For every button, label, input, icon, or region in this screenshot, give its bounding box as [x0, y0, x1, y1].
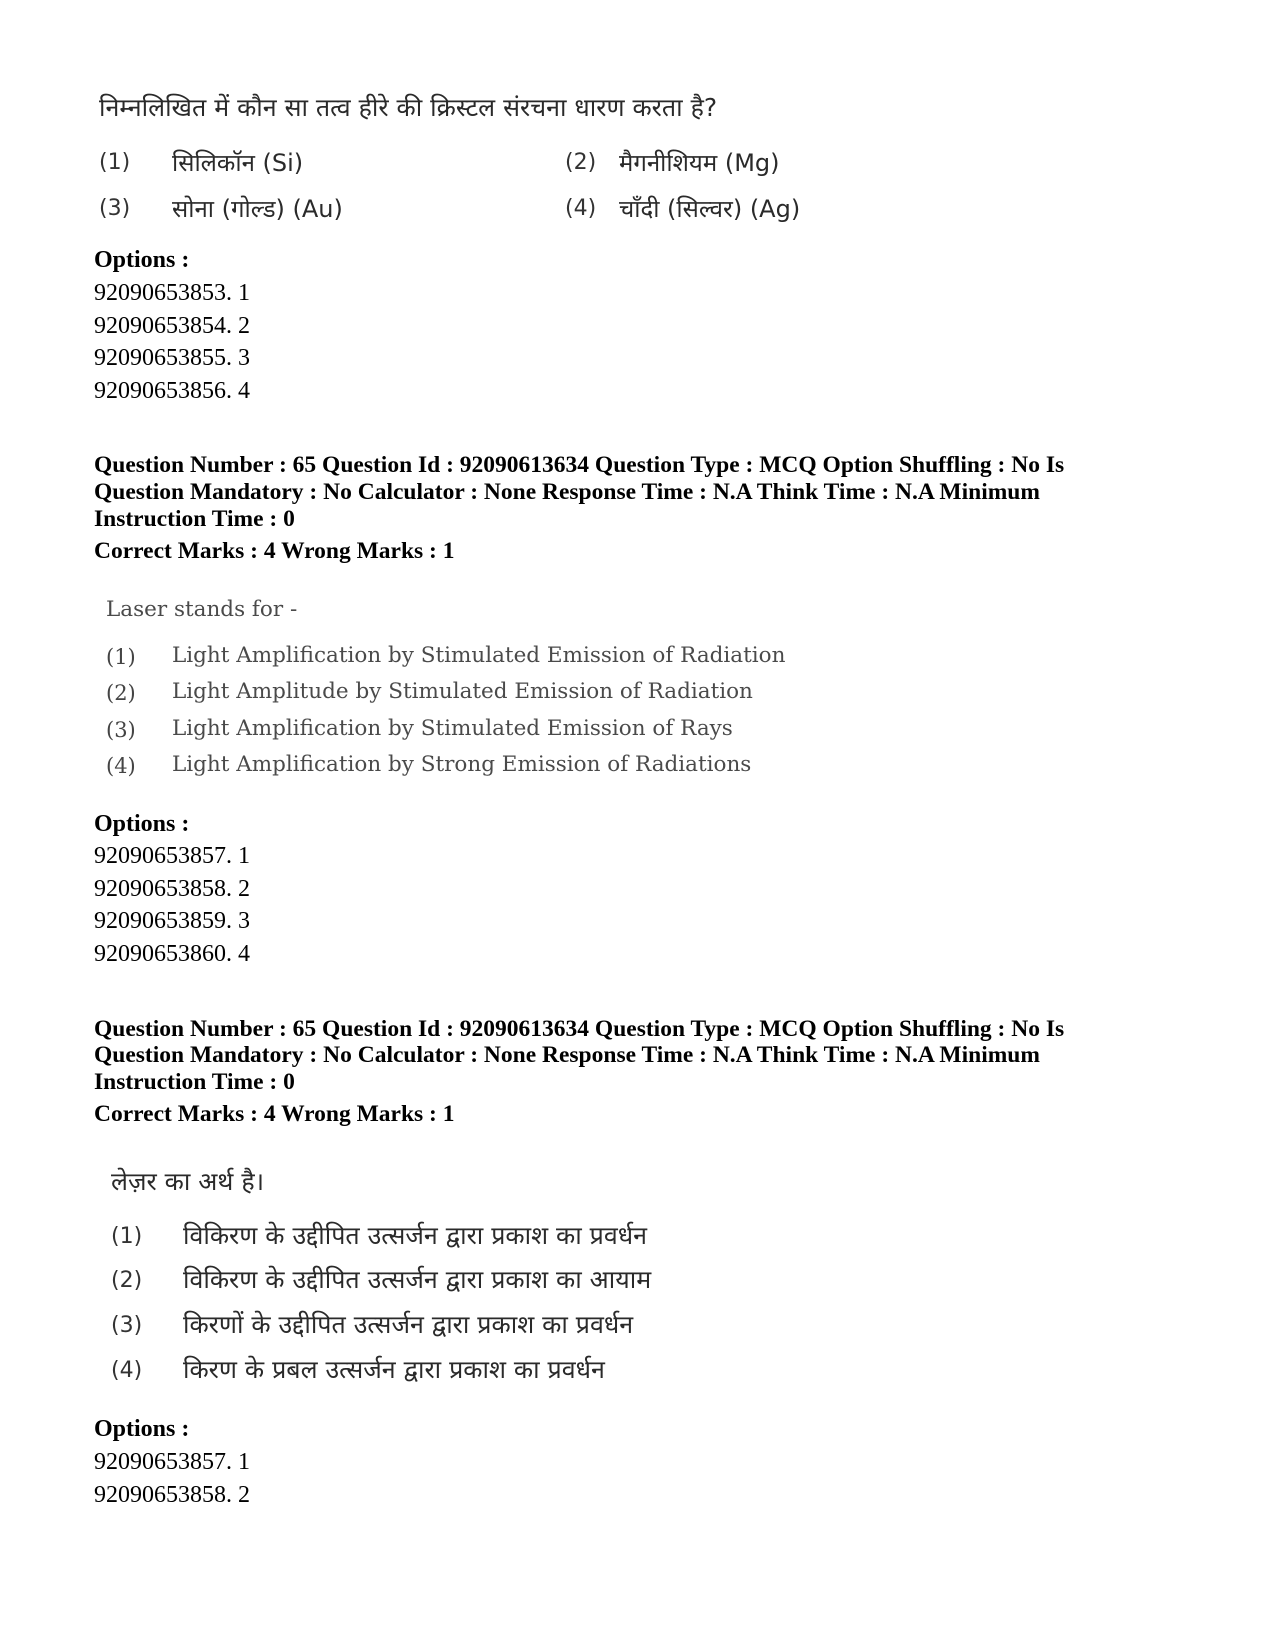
choice-number: (3) [99, 196, 131, 221]
choice-text: Light Amplification by Stimulated Emission of Radiation [172, 643, 786, 668]
choice-text: Light Amplification by Stimulated Emission of Rays [172, 716, 733, 741]
question-text: लेज़र का अर्थ है। [111, 1167, 265, 1196]
marks-line: Correct Marks : 4 Wrong Marks : 1 [94, 538, 455, 564]
choice-text: विकिरण के उद्दीपित उत्सर्जन द्वारा प्रकाश का प्रवर्धन [183, 1221, 648, 1250]
choice-number: (1) [106, 645, 136, 669]
option-item: 92090653858. 2 [94, 876, 250, 902]
choice-number: (4) [111, 1358, 143, 1383]
choice-text: Light Amplitude by Stimulated Emission of Radiation [172, 679, 753, 704]
option-item: 92090653857. 1 [94, 843, 250, 869]
choice-number: (3) [111, 1313, 143, 1338]
choice-text: सोना (गोल्ड) (Au) [172, 195, 343, 223]
choice-number: (4) [106, 754, 136, 778]
question-meta-line: Question Number : 65 Question Id : 92090613634 Question Type : MCQ Option Shuffling : No Is [94, 452, 1065, 478]
choice-number: (1) [111, 1224, 143, 1249]
option-item: 92090653858. 2 [94, 1482, 250, 1508]
option-item: 92090653857. 1 [94, 1449, 250, 1475]
option-item: 92090653859. 3 [94, 908, 250, 934]
options-label: Options : [94, 247, 190, 273]
question-meta-line: Question Mandatory : No Calculator : None Response Time : N.A Think Time : N.A Minimum [94, 479, 1040, 505]
option-item: 92090653854. 2 [94, 313, 250, 339]
question-meta-line: Question Mandatory : No Calculator : None Response Time : N.A Think Time : N.A Minimum [94, 1042, 1040, 1068]
choice-number: (2) [111, 1268, 143, 1293]
choice-text: मैगनीशियम (Mg) [619, 149, 780, 177]
option-item: 92090653855. 3 [94, 345, 250, 371]
option-item: 92090653860. 4 [94, 941, 250, 967]
choice-number: (1) [99, 150, 131, 175]
choice-text: किरणों के उद्दीपित उत्सर्जन द्वारा प्रकाश का प्रवर्धन [183, 1310, 634, 1339]
choice-text: किरण के प्रबल उत्सर्जन द्वारा प्रकाश का प्रवर्धन [183, 1355, 605, 1384]
option-item: 92090653853. 1 [94, 280, 250, 306]
choice-number: (2) [106, 681, 136, 705]
options-label: Options : [94, 1416, 190, 1442]
question-meta-line: Instruction Time : 0 [94, 506, 295, 532]
question-text: निम्नलिखित में कौन सा तत्व हीरे की क्रिस्टल संरचना धारण करता है? [99, 93, 718, 122]
choice-number: (3) [106, 718, 136, 742]
choice-text: Light Amplification by Strong Emission of Radiations [172, 752, 752, 777]
choice-text: विकिरण के उद्दीपित उत्सर्जन द्वारा प्रकाश का आयाम [183, 1265, 652, 1294]
choice-text: चाँदी (सिल्वर) (Ag) [619, 195, 801, 223]
choice-number: (4) [565, 196, 597, 221]
choice-number: (2) [565, 150, 597, 175]
option-item: 92090653856. 4 [94, 378, 250, 404]
question-meta-line: Instruction Time : 0 [94, 1069, 295, 1095]
question-meta-line: Question Number : 65 Question Id : 92090613634 Question Type : MCQ Option Shuffling : No Is [94, 1016, 1065, 1042]
question-text: Laser stands for - [106, 597, 298, 622]
marks-line: Correct Marks : 4 Wrong Marks : 1 [94, 1101, 455, 1127]
options-label: Options : [94, 811, 190, 837]
choice-text: सिलिकॉन (Si) [172, 149, 304, 177]
